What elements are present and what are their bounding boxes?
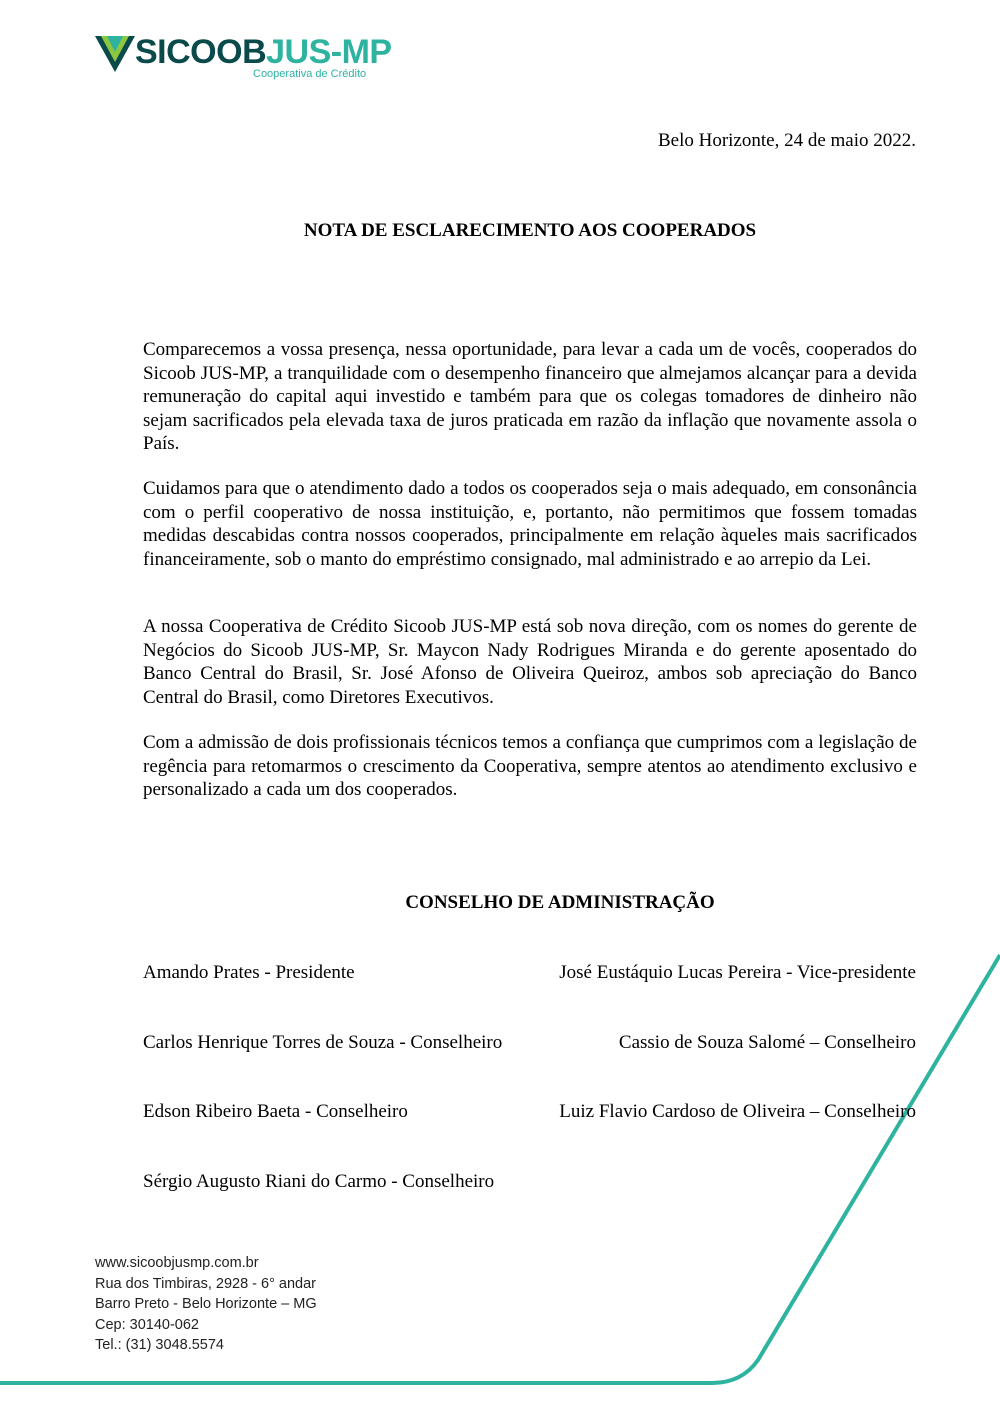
body-paragraph-4: Com a admissão de dois profissionais técnicos temos a confiança que cumprimos com a legislação de regência para retomarmos o crescimento da Cooperativa, sempre atentos ao atendimento exclusivo e personalizado a cada um dos cooperados. [143, 732, 917, 800]
council-member: Sérgio Augusto Riani do Carmo - Conselheiro [143, 1171, 495, 1192]
body-paragraph-2: Cuidamos para que o atendimento dado a todos os cooperados seja o mais adequado, em consonância com o perfil cooperativo de nossa instituição, e, portanto, não permitimos que fossem tomadas medidas descabidas contra nossos cooperados, principalmente em relação àqueles mais sacrificados financeiramente, sob o manto do empréstimo consignado, mal administrado e ao arrepio da Lei. [143, 478, 917, 570]
brand-name-jusmp: JUS-MP [266, 33, 392, 71]
body-paragraph-3: A nossa Cooperativa de Crédito Sicoob JUS-MP está sob nova direção, com os nomes do gerente de Negócios do Sicoob JUS-MP, Sr. Maycon Nady Rodrigues Miranda e do gerente aposentado do Banco Central do Brasil, Sr. José Afonso de Oliveira Queiroz, ambos sob apreciação do Banco Central do Brasil, como Diretores Executivos. [143, 616, 917, 708]
company-logo [95, 33, 392, 84]
council-member-president: Amando Prates - Presidente [143, 962, 355, 983]
council-member: Luiz Flavio Cardoso de Oliveira – Conselheiro [559, 1101, 916, 1122]
footer-contact [95, 1253, 317, 1356]
council-member: Cassio de Souza Salomé – Conselheiro [618, 1032, 916, 1053]
brand-tagline: Cooperativa de Crédito [253, 68, 367, 80]
brand-name [135, 34, 392, 70]
footer-phone: Tel.: (31) 3048.5574 [95, 1337, 224, 1353]
footer-website: www.sicoobjusmp.com.br [95, 1255, 259, 1271]
sicoob-logo-icon [95, 34, 135, 74]
council-member-vice-president: José Eustáquio Lucas Pereira - Vice-presidente [559, 962, 916, 983]
council-member: Edson Ribeiro Baeta - Conselheiro [143, 1101, 408, 1122]
document-title: NOTA DE ESCLARECIMENTO AOS COOPERADOS [303, 220, 757, 241]
footer-cep: Cep: 30140-062 [95, 1316, 199, 1333]
council-heading: CONSELHO DE ADMINISTRAÇÃO [405, 892, 715, 913]
body-paragraph-1: Comparecemos a vossa presença, nessa oportunidade, para levar a cada um de vocês, cooperados do Sicoob JUS-MP, a tranquilidade com o desempenho financeiro que almejamos alcançar para a devida remuneração do capital aqui investido e também para que os colegas tomadores de dinheiro não sejam sacrificados pela elevada taxa de juros praticada em razão da inflação que novamente assola o País. [143, 339, 917, 454]
brand-name-sicoob: SICOOB [135, 33, 267, 71]
footer-district: Barro Preto - Belo Horizonte – MG [95, 1296, 317, 1312]
council-member: Carlos Henrique Torres de Souza - Conselheiro [143, 1032, 503, 1053]
document-date: Belo Horizonte, 24 de maio 2022. [657, 130, 916, 151]
footer-address: Rua dos Timbiras, 2928 - 6° andar [95, 1275, 316, 1292]
